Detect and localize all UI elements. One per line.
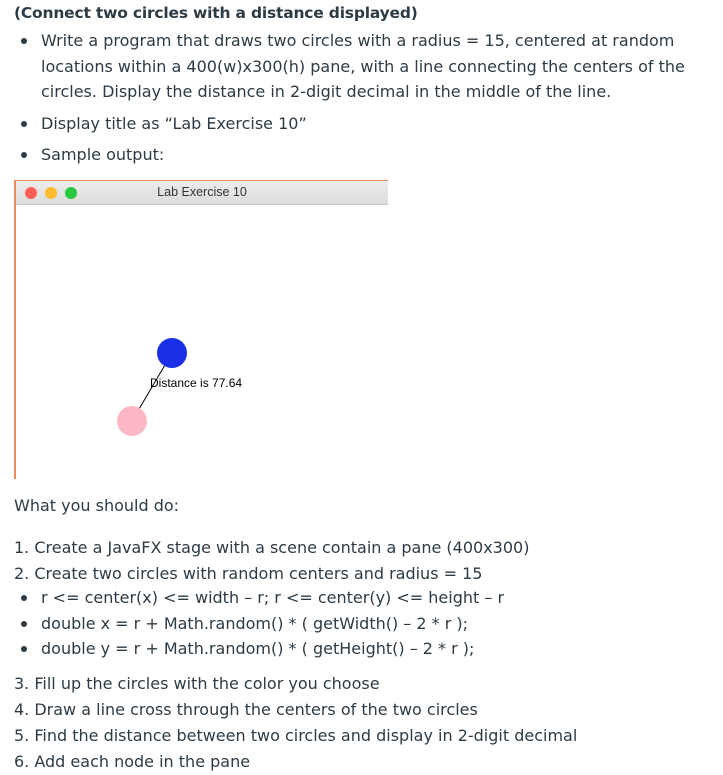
pane-canvas xyxy=(16,205,388,479)
bullet-dot xyxy=(21,646,27,652)
list-item xyxy=(0,611,723,637)
sub-bullets-list xyxy=(0,585,723,662)
drawing-pane xyxy=(16,205,388,479)
step-item: 3. Fill up the circles with the color you choose xyxy=(14,674,380,693)
list-item xyxy=(0,28,723,105)
step-item: 1. Create a JavaFX stage with a scene contain a pane (400x300) xyxy=(14,538,530,557)
steps-list-continued xyxy=(14,671,714,775)
list-item xyxy=(0,636,723,662)
bullet-dot xyxy=(21,38,27,44)
list-item-text: double y = r + Math.random() * ( getHeight() – 2 * r ); xyxy=(41,639,475,658)
steps-list xyxy=(14,535,714,586)
step-item: 6. Add each node in the pane xyxy=(14,752,251,771)
list-item-text: r <= center(x) <= width – r; r <= center(y) <= height – r xyxy=(41,588,505,607)
list-item xyxy=(0,142,723,168)
circle-2 xyxy=(117,406,147,436)
list-item xyxy=(0,585,723,611)
step-item: 2. Create two circles with random centers and radius = 15 xyxy=(14,563,483,583)
bullet-dot xyxy=(21,152,27,158)
window-title: Lab Exercise 10 xyxy=(157,185,247,199)
sample-output-window xyxy=(14,180,388,479)
bullet-dot xyxy=(21,595,27,601)
distance-label: Distance is 77.64 xyxy=(150,376,243,390)
bullet-dot xyxy=(21,621,27,627)
exercise-heading: (Connect two circles with a distance displayed) xyxy=(14,4,418,22)
list-item-text: Sample output: xyxy=(41,145,165,164)
requirements-list xyxy=(0,28,723,168)
circle-1 xyxy=(157,338,187,368)
step-item: 5. Find the distance between two circles and display in 2-digit decimal xyxy=(14,726,578,745)
list-item-text: double x = r + Math.random() * ( getWidth() – 2 * r ); xyxy=(41,613,469,633)
step-item: 4. Draw a line cross through the centers of the two circles xyxy=(14,700,478,719)
todo-heading: What you should do: xyxy=(14,496,180,515)
bullet-dot xyxy=(21,121,27,127)
list-item-text: Display title as “Lab Exercise 10” xyxy=(41,113,307,133)
list-item xyxy=(0,111,723,137)
list-item-text: Write a program that draws two circles with a radius = 15, centered at random locations within a 400(w)x300(h) pane, with a line connecting the centers of the circles. Display the distance in 2-digit decimal in the middle of the line. xyxy=(41,31,685,101)
window-titlebar xyxy=(16,181,388,205)
